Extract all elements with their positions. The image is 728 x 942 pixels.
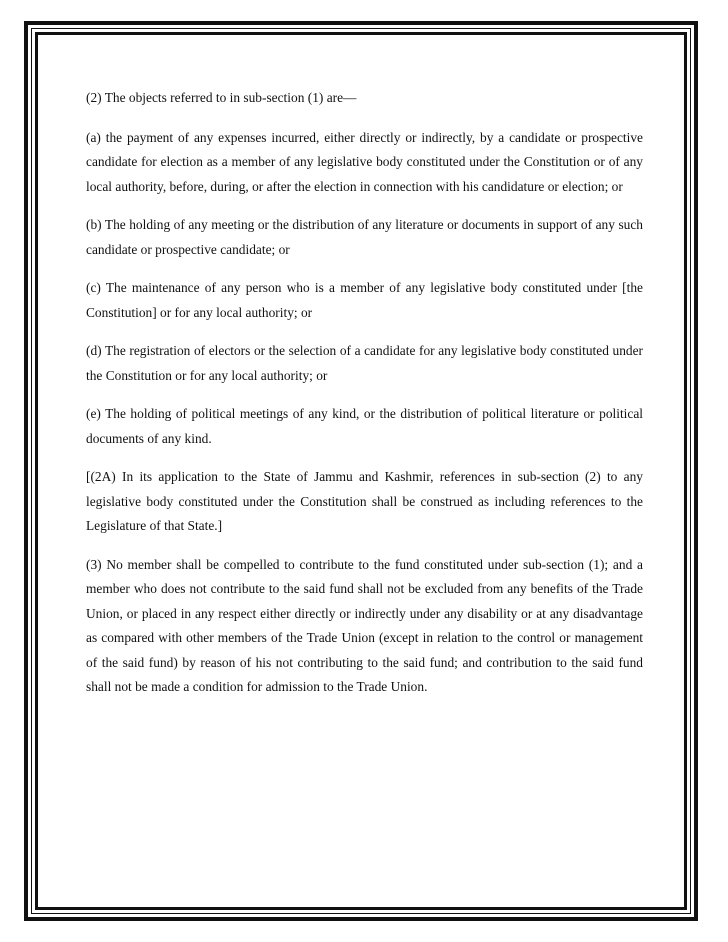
paragraph-clause-e: (e) The holding of political meetings of any kind, or the distribution of political literature or political documents of any kind.: [86, 406, 643, 446]
paragraph-clause-c: (c) The maintenance of any person who is a member of any legislative body constituted under [the Constitution] or for any local authority; or: [86, 280, 643, 320]
paragraph-objects-intro: (2) The objects referred to in sub-section (1) are—: [86, 90, 357, 105]
paragraph-clause-b: (b) The holding of any meeting or the distribution of any literature or documents in support of any such candidate or prospective candidate; or: [86, 217, 643, 257]
paragraph-subsection-3: (3) No member shall be compelled to contribute to the fund constituted under sub-section (1); and a member who does not contribute to the said fund shall not be excluded from any benefits of the Trade Union, or placed in any respect either directly or indirectly under any disability or at any disadvantage as compared with other members of the Trade Union (except in relation to the control or management of the said fund) by reason of his not contributing to the said fund; and contribution to the said fund shall not be made a condition for admission to the Trade Union.: [86, 556, 643, 694]
paragraph-clause-a: (a) the payment of any expenses incurred, either directly or indirectly, by a candidate or prospective candidate for election as a member of any legislative body constituted under the Constitution or of any local authority, before, during, or after the election in connection with his candidature or election; or: [86, 129, 643, 194]
paragraph-clause-d: (d) The registration of electors or the selection of a candidate for any legislative body constituted under the Constitution or for any local authority; or: [86, 343, 643, 383]
paragraph-subsection-2a: [(2A) In its application to the State of Jammu and Kashmir, references in sub-section (2) to any legislative body constituted under the Constitution shall be construed as including references to the Legislature of that State.]: [86, 469, 643, 533]
document-body: [86, 86, 643, 714]
